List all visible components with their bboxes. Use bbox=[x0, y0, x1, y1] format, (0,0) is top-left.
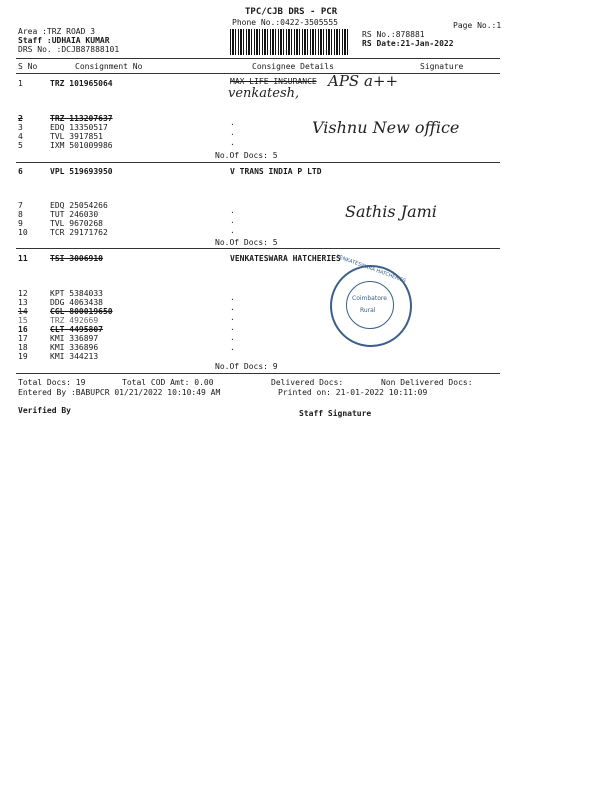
row-sno: 9 bbox=[18, 219, 23, 228]
docs-count: No.Of Docs: 5 bbox=[215, 151, 278, 160]
handwritten-note: venkatesh, bbox=[228, 86, 300, 101]
row-consignment: DDG 4063438 bbox=[50, 298, 103, 307]
col-consignee: Consignee Details bbox=[252, 62, 334, 71]
row-consignment: TRZ 101965064 bbox=[50, 79, 113, 88]
row-sno: 7 bbox=[18, 201, 23, 210]
group-separator bbox=[16, 162, 500, 163]
header-rule-bottom bbox=[16, 73, 500, 74]
dot-marker: . bbox=[230, 303, 235, 312]
row-consignment: KMI 336897 bbox=[50, 334, 99, 343]
consignee-name: V TRANS INDIA P LTD bbox=[230, 167, 322, 176]
rs-date: RS Date:21-Jan-2022 bbox=[362, 39, 454, 48]
consignee-name: MAX LIFE INSURANCE bbox=[230, 77, 317, 86]
row-sno: 10 bbox=[18, 228, 28, 237]
row-consignment: KMI 336896 bbox=[50, 343, 99, 352]
row-consignment: IXM 501009986 bbox=[50, 141, 113, 150]
col-sno: S No bbox=[18, 62, 38, 71]
page-number: Page No.:1 bbox=[453, 21, 502, 30]
dot-marker: . bbox=[230, 313, 235, 322]
row-consignment: CGL 800019650 bbox=[50, 307, 113, 316]
handwritten-signature: Sathis Jami bbox=[345, 202, 437, 221]
dot-marker: . bbox=[230, 226, 235, 235]
dot-marker: . bbox=[230, 138, 235, 147]
row-sno: 4 bbox=[18, 132, 23, 141]
company-seal bbox=[330, 253, 412, 347]
row-sno: 13 bbox=[18, 298, 28, 307]
row-consignment: TRZ 492669 bbox=[50, 316, 99, 325]
rs-number: RS No.:878881 bbox=[362, 30, 425, 39]
dot-marker: . bbox=[230, 118, 235, 127]
row-sno: 19 bbox=[18, 352, 28, 361]
area-field: Area :TRZ ROAD 3 bbox=[18, 27, 96, 36]
col-consignment: Consignment No bbox=[75, 62, 143, 71]
dot-marker: . bbox=[230, 333, 235, 342]
row-consignment: TUT 246030 bbox=[50, 210, 99, 219]
drs-number: DRS No. :DCJB87888101 bbox=[18, 45, 120, 54]
printed-on: Printed on: 21-01-2022 10:11:09 bbox=[278, 388, 428, 397]
handwritten-signature: APS a++ bbox=[328, 72, 399, 90]
col-signature: Signature bbox=[420, 62, 464, 71]
seal-ring-text: VENKATESWARA HATCHERIES bbox=[335, 253, 407, 285]
dot-marker: . bbox=[230, 293, 235, 302]
phone-number: Phone No.:0422-3505555 bbox=[232, 18, 338, 27]
entered-by: Entered By :BABUPCR 01/21/2022 10:10:49 AM bbox=[18, 388, 221, 397]
row-sno: 16 bbox=[18, 325, 28, 334]
dot-marker: . bbox=[230, 128, 235, 137]
row-consignment: KMI 344213 bbox=[50, 352, 99, 361]
dot-marker: . bbox=[230, 216, 235, 225]
docs-count: No.Of Docs: 5 bbox=[215, 238, 278, 247]
row-consignment: TRZ 113207637 bbox=[50, 114, 113, 123]
seal-center-top: Coimbatore bbox=[352, 295, 387, 302]
row-sno: 5 bbox=[18, 141, 23, 150]
row-consignment: CLT 4495807 bbox=[50, 325, 103, 334]
handwritten-signature: Vishnu New office bbox=[312, 118, 460, 137]
dot-marker: . bbox=[230, 343, 235, 352]
row-sno: 18 bbox=[18, 343, 28, 352]
row-consignment: TVL 9670268 bbox=[50, 219, 103, 228]
row-sno: 14 bbox=[18, 307, 28, 316]
docs-count: No.Of Docs: 9 bbox=[215, 362, 278, 371]
total-docs: Total Docs: 19 bbox=[18, 378, 86, 387]
seal-inner-ring bbox=[346, 281, 394, 329]
row-sno: 1 bbox=[18, 79, 23, 88]
total-cod: Total COD Amt: 0.00 bbox=[122, 378, 214, 387]
staff-signature: Staff Signature bbox=[299, 409, 372, 418]
dot-marker: . bbox=[230, 323, 235, 332]
verified-by: Verified By bbox=[18, 406, 71, 415]
row-consignment: KPT 5384033 bbox=[50, 289, 103, 298]
row-consignment: TSI 3006910 bbox=[50, 254, 103, 263]
dot-marker: . bbox=[230, 206, 235, 215]
barcode bbox=[230, 29, 350, 55]
delivered-docs: Delivered Docs: bbox=[271, 378, 344, 387]
staff-field: Staff :UDHAIA KUMAR bbox=[18, 36, 110, 45]
seal-center-bottom: Rural bbox=[360, 307, 376, 314]
row-sno: 15 bbox=[18, 316, 28, 325]
row-sno: 6 bbox=[18, 167, 23, 176]
row-sno: 2 bbox=[18, 114, 23, 123]
row-sno: 11 bbox=[18, 254, 28, 263]
row-sno: 12 bbox=[18, 289, 28, 298]
row-sno: 17 bbox=[18, 334, 28, 343]
totals-rule bbox=[16, 373, 500, 374]
row-consignment: VPL 519693950 bbox=[50, 167, 113, 176]
consignee-name: VENKATESWARA HATCHERIES bbox=[230, 254, 341, 263]
row-consignment: TVL 3917851 bbox=[50, 132, 103, 141]
row-consignment: EDQ 13350517 bbox=[50, 123, 108, 132]
group-separator bbox=[16, 248, 500, 249]
header-rule-top bbox=[16, 58, 500, 59]
report-title: TPC/CJB DRS - PCR bbox=[245, 7, 338, 17]
row-sno: 8 bbox=[18, 210, 23, 219]
row-consignment: TCR 29171762 bbox=[50, 228, 108, 237]
row-consignment: EDQ 25054266 bbox=[50, 201, 108, 210]
non-delivered-docs: Non Delivered Docs: bbox=[381, 378, 473, 387]
row-sno: 3 bbox=[18, 123, 23, 132]
